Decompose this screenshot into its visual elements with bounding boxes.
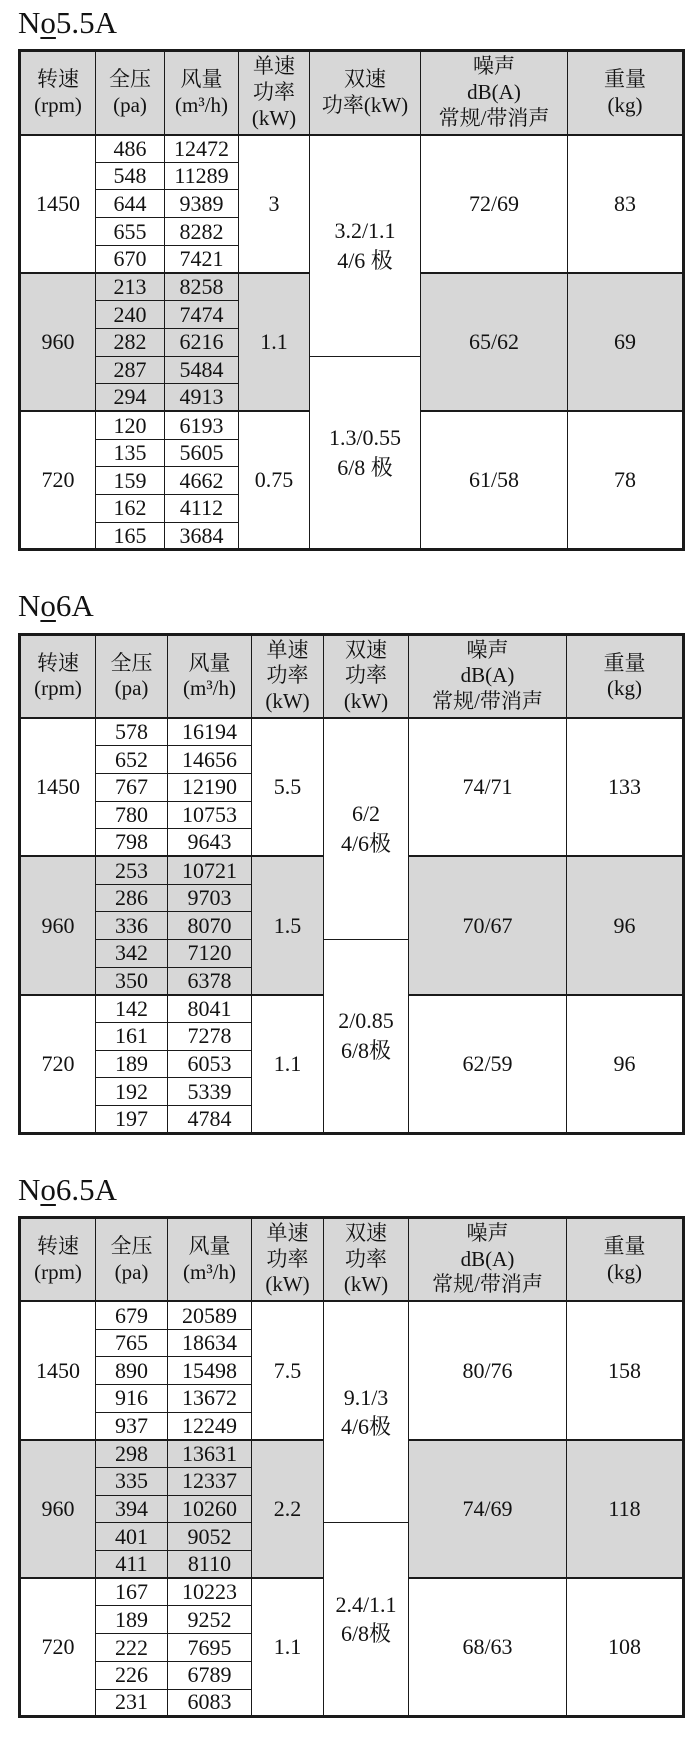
speed-cell: 1450 <box>20 718 96 856</box>
data-row <box>20 135 684 163</box>
pressure-cell: 189 <box>96 1050 168 1078</box>
pressure-cell: 335 <box>96 1468 168 1496</box>
spec-table-6.5A <box>18 1216 685 1718</box>
dual-power-cell <box>310 356 421 550</box>
header-line: (kg) <box>607 92 643 117</box>
pressure-cell: 222 <box>96 1634 168 1662</box>
airflow-cell: 6083 <box>168 1689 252 1717</box>
header-line: 功率 <box>253 80 295 105</box>
header-line: 常规/带消声 <box>438 105 550 130</box>
airflow-cell: 10260 <box>168 1495 252 1523</box>
single-power-cell: 1.1 <box>239 273 310 411</box>
noise-cell: 70/67 <box>409 856 567 994</box>
single-power-cell: 2.2 <box>252 1440 324 1578</box>
weight-cell: 78 <box>568 411 684 549</box>
speed-cell: 720 <box>20 995 96 1133</box>
airflow-cell: 6216 <box>165 328 239 356</box>
pressure-cell: 401 <box>96 1523 168 1551</box>
airflow-cell: 6053 <box>168 1050 252 1078</box>
header-line: (pa) <box>114 1259 149 1284</box>
model-title-underlined-o: o <box>40 1171 56 1207</box>
airflow-cell: 4913 <box>165 384 239 412</box>
pressure-cell: 394 <box>96 1495 168 1523</box>
header-line: (rpm) <box>34 1259 82 1284</box>
header-line: (kg) <box>607 1259 642 1284</box>
header-line: 单速 <box>253 54 295 79</box>
pressure-cell: 350 <box>96 967 168 995</box>
airflow-cell: 6378 <box>168 967 252 995</box>
model-title-underlined-o: o <box>40 5 56 40</box>
dual-power-line: 6/2 <box>351 801 381 827</box>
spec-table-body <box>20 135 684 550</box>
model-title-prefix: N <box>18 5 41 40</box>
airflow-cell: 10223 <box>168 1578 252 1606</box>
header-line: 双速 <box>345 637 387 662</box>
spec-table-body <box>20 718 684 1133</box>
airflow-cell: 20589 <box>168 1301 252 1329</box>
dual-power-line: 2.4/1.1 <box>335 1591 397 1617</box>
dual-power-line: 4/6极 <box>340 831 392 856</box>
airflow-cell: 9052 <box>168 1523 252 1551</box>
spec-table-head <box>20 634 684 718</box>
pressure-cell: 644 <box>96 190 165 218</box>
header-line: (kW) <box>343 1272 389 1297</box>
dual-power-line: 6/8极 <box>340 1037 392 1063</box>
header-line: 全压 <box>110 1234 153 1259</box>
airflow-cell: 10753 <box>168 801 252 829</box>
weight-cell: 133 <box>567 718 684 856</box>
speed-cell: 1450 <box>20 1301 96 1439</box>
pressure-cell: 165 <box>96 522 165 550</box>
col-header-airflow <box>168 1217 252 1301</box>
pressure-cell: 189 <box>96 1606 168 1634</box>
col-header-speed <box>20 1217 96 1301</box>
col-header-noise <box>409 634 567 718</box>
airflow-cell: 3684 <box>165 522 239 550</box>
header-line: 常规/带消声 <box>432 689 543 714</box>
weight-cell: 83 <box>568 135 684 273</box>
col-header-dual-power <box>324 1217 409 1301</box>
pressure-cell: 162 <box>96 495 165 523</box>
airflow-cell: 10721 <box>168 856 252 884</box>
pressure-cell: 548 <box>96 162 165 190</box>
model-section-6A <box>18 589 700 1134</box>
airflow-cell: 11289 <box>165 162 239 190</box>
header-line: 转速 <box>37 1234 79 1259</box>
airflow-cell: 12190 <box>168 773 252 801</box>
header-line: (pa) <box>114 676 149 701</box>
airflow-cell: 4784 <box>168 1106 252 1134</box>
col-header-single-power <box>252 1217 324 1301</box>
weight-cell: 158 <box>567 1301 684 1439</box>
header-line: 全压 <box>109 67 151 92</box>
pressure-cell: 411 <box>96 1551 168 1579</box>
airflow-cell: 7421 <box>165 245 239 273</box>
header-line: 重量 <box>604 67 646 92</box>
header-line: 重量 <box>603 1234 646 1259</box>
col-header-dual-power <box>310 51 421 135</box>
pressure-cell: 937 <box>96 1412 168 1440</box>
pressure-cell: 287 <box>96 356 165 384</box>
pressure-cell: 159 <box>96 467 165 495</box>
weight-cell: 96 <box>567 995 684 1133</box>
model-title-prefix: N <box>18 1171 41 1207</box>
pressure-cell: 298 <box>96 1440 168 1468</box>
dual-power-line: 3.2/1.1 <box>334 217 396 243</box>
airflow-cell: 8041 <box>168 995 252 1023</box>
header-line: dB(A) <box>467 80 521 105</box>
airflow-cell: 12337 <box>168 1468 252 1496</box>
noise-cell: 74/69 <box>409 1440 567 1578</box>
col-header-speed <box>20 634 96 718</box>
pressure-cell: 253 <box>96 856 168 884</box>
header-line: (kg) <box>607 676 642 701</box>
header-line: 噪声 <box>466 637 509 662</box>
airflow-cell: 8282 <box>165 218 239 246</box>
airflow-cell: 7278 <box>168 1023 252 1051</box>
header-line: (m³/h) <box>183 1259 236 1284</box>
speed-cell: 960 <box>20 1440 96 1578</box>
pressure-cell: 192 <box>96 1078 168 1106</box>
dual-power-cell <box>324 940 409 1134</box>
header-line: (rpm) <box>34 92 82 117</box>
header-line: 转速 <box>37 67 79 92</box>
header-line: 单速 <box>266 1221 309 1246</box>
header-line: 功率(kW) <box>321 92 409 117</box>
noise-cell: 65/62 <box>421 273 568 411</box>
pressure-cell: 679 <box>96 1301 168 1329</box>
header-line: 单速 <box>266 637 309 662</box>
header-line: dB(A) <box>460 663 515 688</box>
model-section-6.5A <box>18 1173 700 1718</box>
pressure-cell: 655 <box>96 218 165 246</box>
header-line: (kW) <box>265 689 310 714</box>
dual-power-line: 4/6 极 <box>337 247 393 273</box>
single-power-cell: 7.5 <box>252 1301 324 1439</box>
col-header-dual-power <box>324 634 409 718</box>
pressure-cell: 294 <box>96 384 165 412</box>
col-header-noise <box>409 1217 567 1301</box>
header-line: dB(A) <box>460 1246 515 1271</box>
dual-power-line: 2/0.85 <box>338 1008 394 1034</box>
data-row <box>20 1301 684 1329</box>
airflow-cell: 12472 <box>165 135 239 163</box>
single-power-cell: 5.5 <box>252 718 324 856</box>
single-power-cell: 1.5 <box>252 856 324 994</box>
airflow-cell: 6193 <box>165 411 239 439</box>
airflow-cell: 16194 <box>168 718 252 746</box>
header-line: (kW) <box>251 105 297 130</box>
noise-cell: 68/63 <box>409 1578 567 1716</box>
pressure-cell: 652 <box>96 746 168 774</box>
col-header-weight <box>567 634 684 718</box>
airflow-cell: 6789 <box>168 1661 252 1689</box>
col-header-pressure <box>96 1217 168 1301</box>
col-header-noise <box>421 51 568 135</box>
airflow-cell: 14656 <box>168 746 252 774</box>
header-line: 风量 <box>188 1234 231 1259</box>
header-line: 全压 <box>110 650 153 675</box>
airflow-cell: 8110 <box>168 1551 252 1579</box>
col-header-airflow <box>168 634 252 718</box>
spec-table-head <box>20 51 684 135</box>
pressure-cell: 798 <box>96 829 168 857</box>
airflow-cell: 12249 <box>168 1412 252 1440</box>
noise-cell: 61/58 <box>421 411 568 549</box>
pressure-cell: 231 <box>96 1689 168 1717</box>
single-power-cell: 3 <box>239 135 310 273</box>
airflow-cell: 8258 <box>165 273 239 301</box>
noise-cell: 62/59 <box>409 995 567 1133</box>
pressure-cell: 342 <box>96 940 168 968</box>
dual-power-cell <box>310 135 421 357</box>
pressure-cell: 167 <box>96 1578 168 1606</box>
pressure-cell: 916 <box>96 1384 168 1412</box>
header-line: (rpm) <box>34 676 82 701</box>
pressure-cell: 197 <box>96 1106 168 1134</box>
pressure-cell: 890 <box>96 1357 168 1385</box>
header-line: (m³/h) <box>175 92 228 117</box>
pressure-cell: 336 <box>96 912 168 940</box>
pressure-cell: 120 <box>96 411 165 439</box>
model-title-size: 6.5A <box>55 1171 118 1207</box>
airflow-cell: 4662 <box>165 467 239 495</box>
header-row <box>20 634 684 718</box>
airflow-cell: 13672 <box>168 1384 252 1412</box>
speed-cell: 720 <box>20 1578 96 1716</box>
pressure-cell: 780 <box>96 801 168 829</box>
col-header-speed <box>20 51 96 135</box>
dual-power-cell <box>324 718 409 940</box>
model-title <box>18 589 700 623</box>
header-line: 风量 <box>180 67 223 92</box>
airflow-cell: 4112 <box>165 495 239 523</box>
airflow-cell: 5484 <box>165 356 239 384</box>
header-line: 功率 <box>345 663 387 688</box>
model-title-size: 5.5A <box>55 5 118 40</box>
airflow-cell: 18634 <box>168 1329 252 1357</box>
noise-cell: 80/76 <box>409 1301 567 1439</box>
header-line: 常规/带消声 <box>432 1272 543 1297</box>
col-header-airflow <box>165 51 239 135</box>
airflow-cell: 13631 <box>168 1440 252 1468</box>
dual-power-line: 4/6极 <box>340 1414 392 1440</box>
model-title <box>18 1173 700 1207</box>
dual-power-line: 6/8 极 <box>337 454 393 480</box>
header-line: 噪声 <box>466 1221 509 1246</box>
model-title-prefix: N <box>18 588 41 624</box>
airflow-cell: 5339 <box>168 1078 252 1106</box>
airflow-cell: 5605 <box>165 439 239 467</box>
spec-table-6A <box>18 633 685 1135</box>
speed-cell: 960 <box>20 273 96 411</box>
dual-power-line: 9.1/3 <box>343 1384 389 1410</box>
airflow-cell: 7695 <box>168 1634 252 1662</box>
header-line: 风量 <box>188 650 231 675</box>
col-header-weight <box>568 51 684 135</box>
header-line: (pa) <box>113 92 147 117</box>
weight-cell: 96 <box>567 856 684 994</box>
data-row <box>20 718 684 746</box>
model-title <box>18 6 700 40</box>
col-header-pressure <box>96 51 165 135</box>
airflow-cell: 15498 <box>168 1357 252 1385</box>
noise-cell: 74/71 <box>409 718 567 856</box>
col-header-pressure <box>96 634 168 718</box>
header-row <box>20 51 684 135</box>
pressure-cell: 486 <box>96 135 165 163</box>
pressure-cell: 282 <box>96 328 165 356</box>
spec-table-body <box>20 1301 684 1716</box>
airflow-cell: 8070 <box>168 912 252 940</box>
pressure-cell: 161 <box>96 1023 168 1051</box>
header-line: 功率 <box>345 1246 387 1271</box>
header-row <box>20 1217 684 1301</box>
single-power-cell: 1.1 <box>252 1578 324 1716</box>
header-line: (m³/h) <box>183 676 236 701</box>
header-line: 双速 <box>344 67 386 92</box>
dual-power-cell <box>324 1523 409 1717</box>
header-line: 噪声 <box>473 54 515 79</box>
header-line: 功率 <box>266 1246 309 1271</box>
col-header-single-power <box>239 51 310 135</box>
weight-cell: 118 <box>567 1440 684 1578</box>
pressure-cell: 240 <box>96 301 165 329</box>
airflow-cell: 9703 <box>168 884 252 912</box>
header-line: 重量 <box>603 650 646 675</box>
speed-cell: 720 <box>20 411 96 549</box>
pressure-cell: 767 <box>96 773 168 801</box>
model-title-size: 6A <box>55 588 94 624</box>
pressure-cell: 142 <box>96 995 168 1023</box>
header-line: 功率 <box>266 663 309 688</box>
col-header-weight <box>567 1217 684 1301</box>
single-power-cell: 1.1 <box>252 995 324 1133</box>
header-line: (kW) <box>265 1272 310 1297</box>
weight-cell: 69 <box>568 273 684 411</box>
pressure-cell: 578 <box>96 718 168 746</box>
speed-cell: 960 <box>20 856 96 994</box>
col-header-single-power <box>252 634 324 718</box>
header-line: 转速 <box>37 650 79 675</box>
noise-cell: 72/69 <box>421 135 568 273</box>
weight-cell: 108 <box>567 1578 684 1716</box>
pressure-cell: 213 <box>96 273 165 301</box>
model-title-underlined-o: o <box>40 588 56 624</box>
airflow-cell: 7474 <box>165 301 239 329</box>
pressure-cell: 670 <box>96 245 165 273</box>
header-line: (kW) <box>343 689 389 714</box>
spec-table-5.5A <box>18 49 685 551</box>
model-section-5.5A <box>18 6 700 551</box>
airflow-cell: 9643 <box>168 829 252 857</box>
pressure-cell: 765 <box>96 1329 168 1357</box>
airflow-cell: 9389 <box>165 190 239 218</box>
spec-table-head <box>20 1217 684 1301</box>
dual-power-line: 1.3/0.55 <box>328 424 402 450</box>
speed-cell: 1450 <box>20 135 96 273</box>
airflow-cell: 7120 <box>168 940 252 968</box>
airflow-cell: 9252 <box>168 1606 252 1634</box>
header-line: 双速 <box>345 1221 387 1246</box>
dual-power-line: 6/8极 <box>340 1621 392 1647</box>
pressure-cell: 226 <box>96 1661 168 1689</box>
pressure-cell: 135 <box>96 439 165 467</box>
single-power-cell: 0.75 <box>239 411 310 549</box>
dual-power-cell <box>324 1301 409 1523</box>
pressure-cell: 286 <box>96 884 168 912</box>
